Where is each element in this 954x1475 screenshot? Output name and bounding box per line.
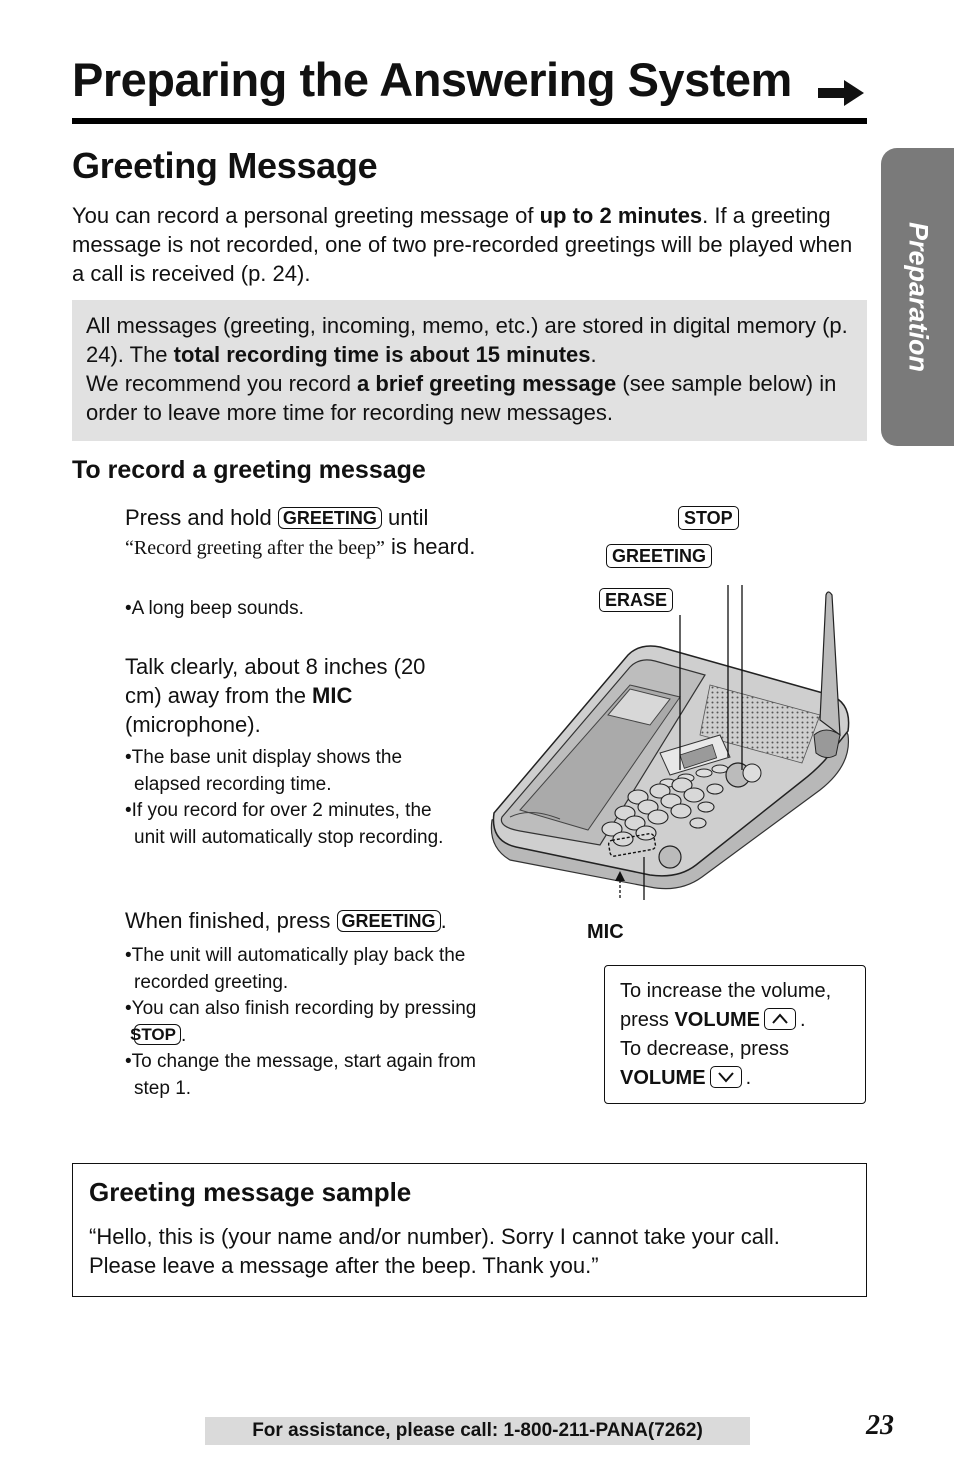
mic-callout: MIC: [587, 921, 624, 943]
bullet-item: •The base unit display shows the elapsed recording time.: [125, 747, 403, 795]
memory-note-box: [72, 300, 867, 441]
step-2-text: Talk clearly, about 8 inches (20 cm) away from the MIC (microphone).: [125, 654, 426, 737]
bullet-item: •You can also finish recording by pressing STOP .: [125, 998, 477, 1046]
bullet-item: •To change the message, start again from step 1.: [125, 1051, 476, 1099]
stop-key: STOP: [134, 1024, 181, 1045]
section-tab: [881, 148, 954, 446]
base-unit-illustration: [480, 585, 865, 900]
section-heading: Greeting Message: [72, 145, 378, 186]
intro-paragraph: You can record a personal greeting message of up to 2 minutes. If a greeting message is not recorded, one of two pre-recorded greetings will be played when a call is received (p. 24).: [72, 203, 853, 286]
greeting-sample-box: [72, 1163, 867, 1297]
bullet-item: •A long beep sounds.: [125, 598, 304, 619]
greeting-sample-title: Greeting message sample: [89, 1177, 412, 1207]
greeting-callout: GREETING: [606, 544, 712, 568]
greeting-key: GREETING: [337, 910, 441, 932]
procedure-heading: To record a greeting message: [72, 456, 426, 484]
step-2-bullets: [125, 745, 450, 851]
page-title: Preparing the Answering System: [72, 53, 792, 106]
arrow-right-icon: [818, 78, 864, 108]
greeting-key: GREETING: [278, 507, 382, 529]
volume-instructions-box: [604, 965, 866, 1104]
stop-callout: STOP: [678, 506, 739, 530]
volume-down-icon: [710, 1066, 742, 1088]
step-1-bullets: [125, 596, 480, 623]
section-tab-label: Preparation: [903, 221, 933, 373]
memory-note-text: All messages (greeting, incoming, memo, etc.) are stored in digital memory (p. 24). The total recording time is about 15 minutes. We recommend you record a brief greeting message (see sample below) in order to leave more time for recording new messages.: [86, 313, 848, 425]
step-1-text: Press and hold GREETING until “Record greeting after the beep” is heard.: [125, 505, 476, 559]
step-3-text: When finished, press GREETING .: [125, 908, 447, 933]
bullet-item: •The unit will automatically play back the recorded greeting.: [125, 945, 466, 993]
step-3-bullets: [125, 943, 490, 1102]
assistance-footer: For assistance, please call: 1-800-211-PANA(7262): [205, 1417, 750, 1445]
bullet-item: •If you record for over 2 minutes, the unit will automatically stop recording.: [125, 800, 444, 848]
volume-up-icon: [764, 1008, 796, 1030]
title-rule: [72, 118, 867, 124]
greeting-sample-text: “Hello, this is (your name and/or number). Sorry I cannot take your call. Please leave a message after the beep. Thank you.”: [89, 1224, 780, 1278]
volume-instructions-text: To increase the volume, press VOLUME . To decrease, press VOLUME .: [620, 980, 832, 1089]
page-number: 23: [866, 1410, 894, 1441]
erase-callout: ERASE: [599, 588, 673, 612]
